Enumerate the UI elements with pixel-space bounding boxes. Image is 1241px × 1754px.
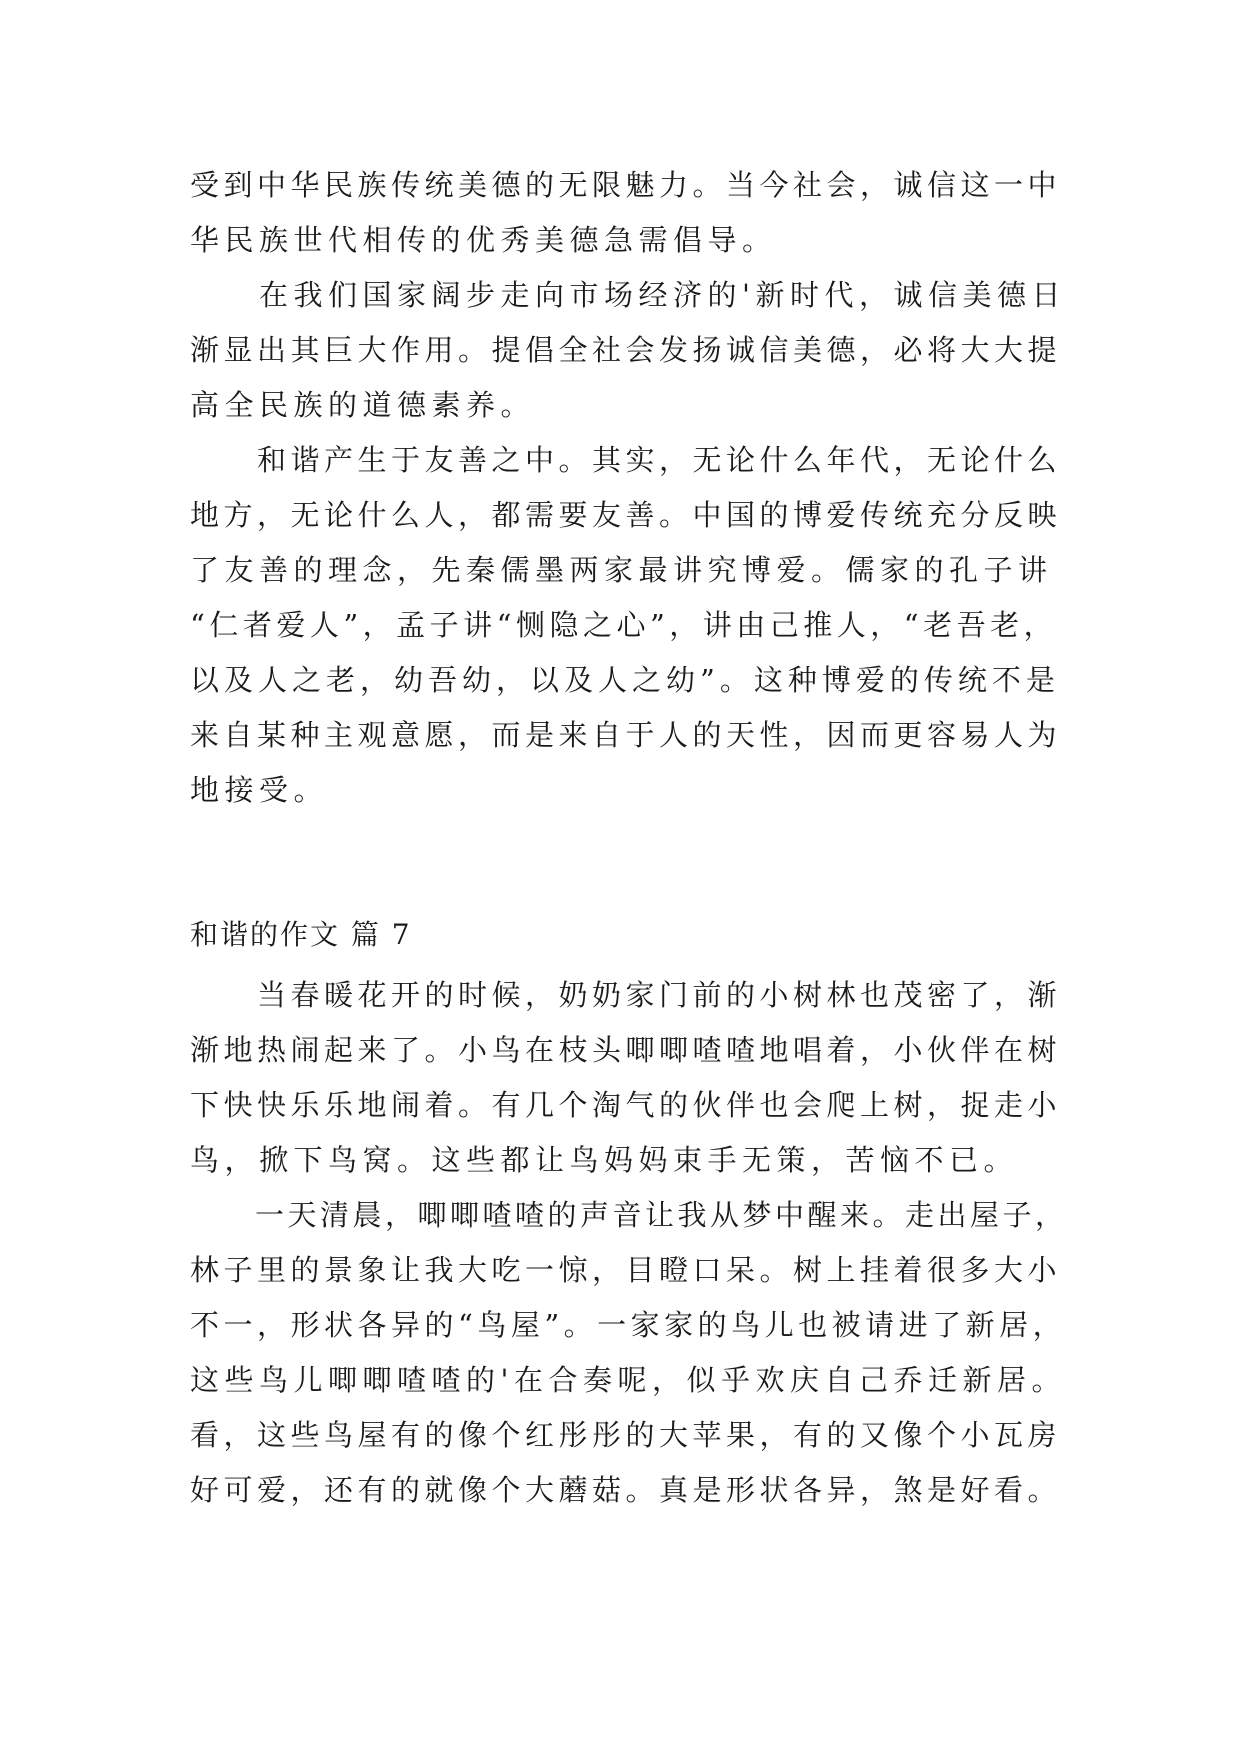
paragraph-line: 地接受。 (190, 773, 329, 807)
paragraph-line: 当春暖花开的时候，奶奶家门前的小树林也茂密了，渐 (190, 978, 1062, 1012)
paragraph-line: “仁者爱人”，孟子讲“恻隐之心”，讲由己推人，“老吾老， (190, 608, 1058, 642)
paragraph-line: 不一，形状各异的“鸟屋”。一家家的鸟儿也被请进了新居， (190, 1308, 1067, 1342)
paragraph-line: 渐地热闹起来了。小鸟在枝头唧唧喳喳地唱着，小伙伴在树 (190, 1033, 1062, 1067)
paragraph-line: 看，这些鸟屋有的像个红彤彤的大苹果，有的又像个小瓦房 (190, 1418, 1062, 1452)
paragraph-line: 好可爱，还有的就像个大蘑菇。真是形状各异，煞是好看。 (190, 1473, 1062, 1507)
paragraph-line: 受到中华民族传统美德的无限魅力。当今社会，诚信这一中 (190, 168, 1062, 202)
paragraph-line: 渐显出其巨大作用。提倡全社会发扬诚信美德，必将大大提 (190, 333, 1062, 367)
paragraph-line: 在我们国家阔步走向市场经济的'新时代，诚信美德日 (190, 278, 1066, 312)
paragraph-line: 下快快乐乐地闹着。有几个淘气的伙伴也会爬上树，捉走小 (190, 1088, 1062, 1122)
paragraph-line: 鸟，掀下鸟窝。这些都让鸟妈妈束手无策，苦恼不已。 (190, 1143, 1019, 1177)
paragraph-line: 地方，无论什么人，都需要友善。中国的博爱传统充分反映 (190, 498, 1062, 532)
paragraph-line: 和谐产生于友善之中。其实，无论什么年代，无论什么 (190, 443, 1062, 477)
paragraph-line: 以及人之老，幼吾幼，以及人之幼”。这种博爱的传统不是 (190, 663, 1060, 697)
paragraph-line: 一天清晨，唧唧喳喳的声音让我从梦中醒来。走出屋子， (190, 1198, 1068, 1232)
paragraph-line: 华民族世代相传的优秀美德急需倡导。 (190, 223, 777, 257)
paragraph-line: 了友善的理念，先秦儒墨两家最讲究博爱。儒家的孔子讲 (190, 553, 1053, 587)
section-heading: 和谐的作文 篇 7 (190, 918, 412, 951)
paragraph-line: 林子里的景象让我大吃一惊，目瞪口呆。树上挂着很多大小 (190, 1253, 1062, 1287)
paragraph-line: 来自某种主观意愿，而是来自于人的天性，因而更容易人为 (190, 718, 1062, 752)
paragraph-line: 这些鸟儿唧唧喳喳的'在合奏呢，似乎欢庆自己乔迁新居。 (190, 1363, 1066, 1397)
paragraph-line: 高全民族的道德素养。 (190, 388, 536, 422)
